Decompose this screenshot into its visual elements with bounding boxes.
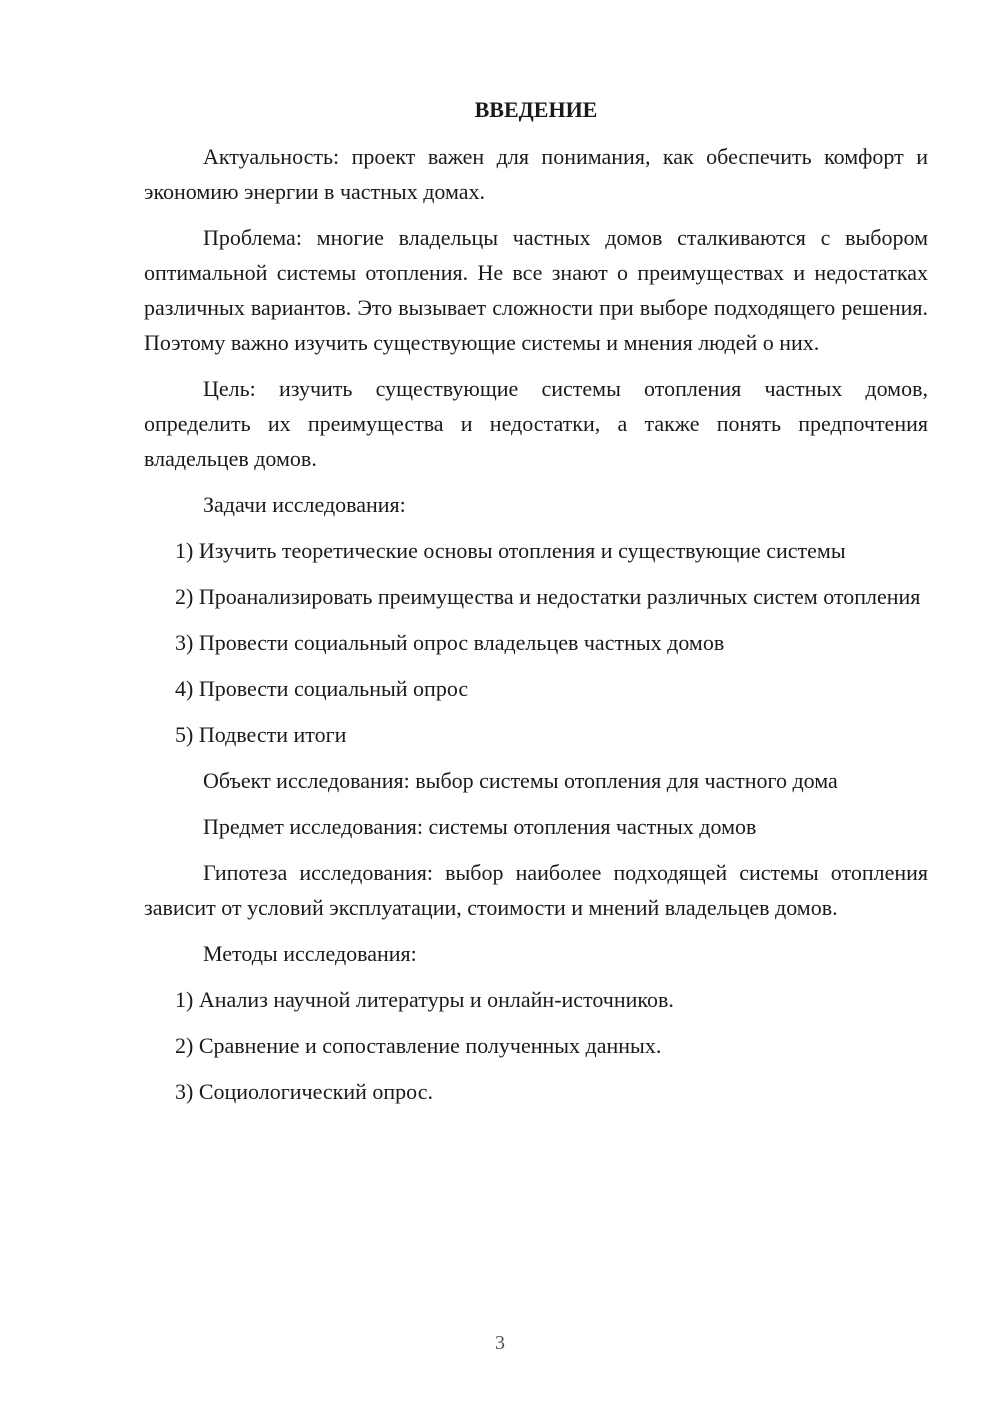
document-page bbox=[144, 92, 928, 1120]
method-item-3: 3) Социологический опрос. bbox=[175, 1079, 433, 1104]
subject-paragraph: Предмет исследования: системы отопления частных домов bbox=[203, 814, 757, 839]
goal-paragraph: Цель: изучить существующие системы отопления частных домов, определить их преимущества и недостатки, а также понять предпочтения владельцев домов. bbox=[144, 376, 928, 471]
problem-paragraph: Проблема: многие владельцы частных домов сталкиваются с выбором оптимальной системы отопления. Не все знают о преимуществах и недостатках различных вариантов. Это вызывает сложности при выборе подходящего решения. Поэтому важно изучить существующие системы и мнения людей о них. bbox=[144, 225, 928, 355]
object-paragraph: Объект исследования: выбор системы отопления для частного дома bbox=[203, 768, 838, 793]
task-item-1: 1) Изучить теоретические основы отопления и существующие системы bbox=[175, 538, 846, 563]
page-number: 3 bbox=[495, 1332, 505, 1354]
tasks-heading: Задачи исследования: bbox=[203, 492, 406, 517]
task-item-4: 4) Провести социальный опрос bbox=[175, 676, 469, 701]
method-item-2: 2) Сравнение и сопоставление полученных данных. bbox=[175, 1033, 662, 1058]
relevance-paragraph: Актуальность: проект важен для понимания, как обеспечить комфорт и экономию энергии в частных домах. bbox=[144, 144, 928, 204]
task-item-2: 2) Проанализировать преимущества и недостатки различных систем отопления bbox=[175, 584, 921, 609]
method-item-1: 1) Анализ научной литературы и онлайн-источников. bbox=[175, 987, 674, 1012]
hypothesis-paragraph: Гипотеза исследования: выбор наиболее подходящей системы отопления зависит от условий эксплуатации, стоимости и мнений владельцев домов. bbox=[144, 860, 928, 920]
page-title: ВВЕДЕНИЕ bbox=[474, 97, 598, 122]
methods-heading: Методы исследования: bbox=[203, 941, 417, 966]
task-item-5: 5) Подвести итоги bbox=[175, 722, 347, 747]
task-item-3: 3) Провести социальный опрос владельцев частных домов bbox=[175, 630, 725, 655]
